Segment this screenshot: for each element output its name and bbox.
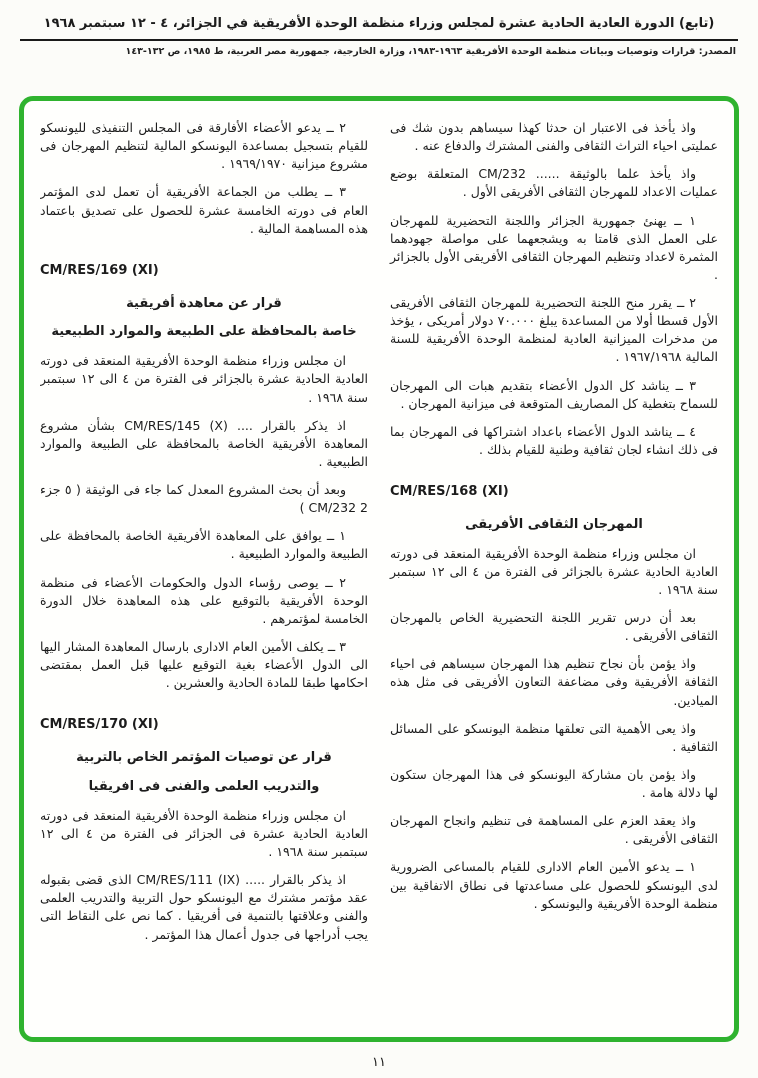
paragraph: ٣ ــ يطلب من الجماعة الأفريقية أن تعمل لدى المؤتمر العام فى دورته الخامسة عشرة للحصول على تصديق باعتماد هذه المساهمة المالية . xyxy=(40,184,368,236)
paragraph: واذ يعى الأهمية التى تعلقها منظمة اليونسكو على المسائل الثقافية . xyxy=(390,720,718,754)
column-right xyxy=(390,119,718,1027)
paragraph: ٣ ــ يكلف الأمين العام الادارى بارسال المعاهدة المشار اليها الى الدول الأعضاء بغية التوقيع عليها قبل العمل بمقتضى احكامها طبقا للمادة الحادية والعشرين . xyxy=(40,638,368,691)
column-left xyxy=(40,119,368,1027)
paragraph: واذ يؤمن بان مشاركة اليونسكو فى هذا المهرجان ستكون لها دلالة هامة . xyxy=(390,766,718,801)
resolution-number: CM/RES/168 (XI) xyxy=(390,484,509,499)
paragraph: ان مجلس وزراء منظمة الوحدة الأفريقية المنعقد فى دورته العادية الحادية عشرة بالجزائر فى الفترة من ٤ الى ١٢ سبتمبر سنة ١٩٦٨ . xyxy=(40,353,369,405)
resolution-title: والتدريب العلمى والفنى فى افريقيا xyxy=(88,778,320,794)
text-columns xyxy=(40,119,718,1027)
content-frame xyxy=(19,96,739,1042)
page-number: ١١ xyxy=(372,1055,386,1070)
paragraph: واذ يعقد العزم على المساهمة فى تنظيم وانجاح المهرجان الثقافى الأفريقى . xyxy=(390,813,718,847)
resolution-title: خاصة بالمحافظة على الطبيعة والموارد الطبيعية xyxy=(51,324,357,340)
paragraph: اذ يذكر بالقرار ..... CM/RES/111 (IX) الذى قضى بقبوله عقد مؤتمر مشترك مع اليونسكو حول التربية والتدريب العلمى والفنى وعلاقتها بالتنمية فى أفريقيا . كما نص على النقاط التى يجب أدراجها فى جدول أعمال هذا المؤتمر . xyxy=(40,872,368,942)
header-divider xyxy=(20,39,738,41)
document-title: (تابع) الدورة العادية الحادية عشرة لمجلس وزراء منظمة الوحدة الأفريقية في الجزائر، ٤ - ١٢ سبتمبر ١٩٦٨ xyxy=(43,16,715,31)
paragraph: ان مجلس وزراء منظمة الوحدة الأفريقية المنعقد فى دورته العادية الحادية عشرة بالجزائر فى الفترة من ٤ الى ١٢ سبتمبر سنة ١٩٦٨ . xyxy=(390,545,718,597)
resolution-number: CM/RES/169 (XI) xyxy=(40,262,159,278)
paragraph: ٢ ــ يقرر منح اللجنة التحضيرية للمهرجان الثقافى الأفريقى الأول قسطا أولا من المساعدة يبلغ ٧٠.٠٠٠ دولار أمريكى ، يؤخذ من مدخرات الميزانية العادية لمنظمة الوحدة الأفريقية للسنة المالية ١٩٦٧/١٩٦٨ . xyxy=(390,295,718,365)
paragraph: ١ ــ يهنئ جمهورية الجزائر واللجنة التحضيرية للمهرجان على العمل الذى قامتا به ويشجعهما على مواصلة جهودهما المثمرة لاعداد وتنظيم المهرجان الثقافى الأفريقى الأول بالجزائر . xyxy=(390,212,718,282)
paragraph: اذ يذكر بالقرار .... CM/RES/145 (X) بشأن مشروع المعاهدة الأفريقية الخاصة بالمحافظة على الطبيعة والموارد الطبيعية . xyxy=(40,417,368,469)
paragraph: ان مجلس وزراء منظمة الوحدة الأفريقية المنعقد فى دورته العادية الحادية عشرة فى الجزائر فى الفترة من ٤ الى ١٢ سبتمبر سنة ١٩٦٨ . xyxy=(40,807,368,860)
paragraph: واذ يؤمن بأن نجاح تنظيم هذا المهرجان سيساهم فى احياء الثقافة الأفريقية وفى مضاعفة التعاون الأفريقى فى مثل هذه الميادين. xyxy=(390,656,718,708)
resolution-title: قرار عن توصيات المؤتمر الخاص بالتربية xyxy=(76,750,332,766)
paragraph: وبعد أن بحث المشروع المعدل كما جاء فى الوثيقة ( ٥ جزء 2 CM/232 ) xyxy=(40,482,368,516)
resolution-title: قرار عن معاهدة أفريقية xyxy=(126,295,282,311)
page-header xyxy=(0,0,758,57)
resolution-number: CM/RES/170 (XI) xyxy=(40,717,159,733)
source-note: المصدر: قرارات وتوصيات وبيانات منظمة الوحدة الأفريقية ١٩٦٣-١٩٨٣، وزارة الخارجية، جمهورية مصر العربية، ط ١٩٨٥، ص ١٣٢-١٤٣ xyxy=(125,46,736,57)
paragraph: واذ يأخذ فى الاعتبار ان حدثا كهذا سيساهم بدون شك فى عمليتى احياء التراث الثقافى والفنى المشترك والدفاع عنه . xyxy=(390,120,718,154)
paragraph: ٣ ــ يناشد كل الدول الأعضاء بتقديم هبات الى المهرجان للسماح بتغطية كل المصاريف المتوقعة فى ميزانية المهرجان . xyxy=(390,377,718,411)
paragraph: ٢ ــ يدعو الأعضاء الأفارقة فى المجلس التنفيذى لليونسكو للقيام بتسجيل بمساعدة اليونسكو المالية لتنظيم المهرجان فى مشروع ميزانية ١٩٦٩/١٩٧٠ . xyxy=(40,120,368,172)
paragraph: ٢ ــ يوصى رؤساء الدول والحكومات الأعضاء فى منظمة الوحدة الأفريقية بالتوقيع على هذه المعاهدة خلال الدورة الخامسة لمؤتمرهم . xyxy=(40,574,368,626)
resolution-title: المهرجان الثقافى الأفريقى xyxy=(465,516,643,532)
paragraph: ١ ــ يدعو الأمين العام الادارى للقيام بالمساعى الضرورية لدى اليونسكو للحصول على مساعدتها فى نطاق الاتفاقية بين منظمة الوحدة الأفريقية واليونسكو . xyxy=(390,859,718,911)
paragraph: ١ ــ يوافق على المعاهدة الأفريقية الخاصة بالمحافظة على الطبيعة والموارد الطبيعية . xyxy=(40,528,368,562)
paragraph: ٤ ــ يناشد الدول الأعضاء باعداد اشتراكها فى المهرجان بما فى ذلك انشاء لجان ثقافية وطنية للقيام بذلك . xyxy=(390,423,718,457)
paragraph: واذ يأخذ علما بالوثيقة ...... CM/232 المتعلقة بوضع عمليات الاعداد للمهرجان الثقافى الأفريقى الأول . xyxy=(390,166,718,200)
paragraph: بعد أن درس تقرير اللجنة التحضيرية الخاص بالمهرجان الثقافى الأفريقى . xyxy=(390,610,718,644)
